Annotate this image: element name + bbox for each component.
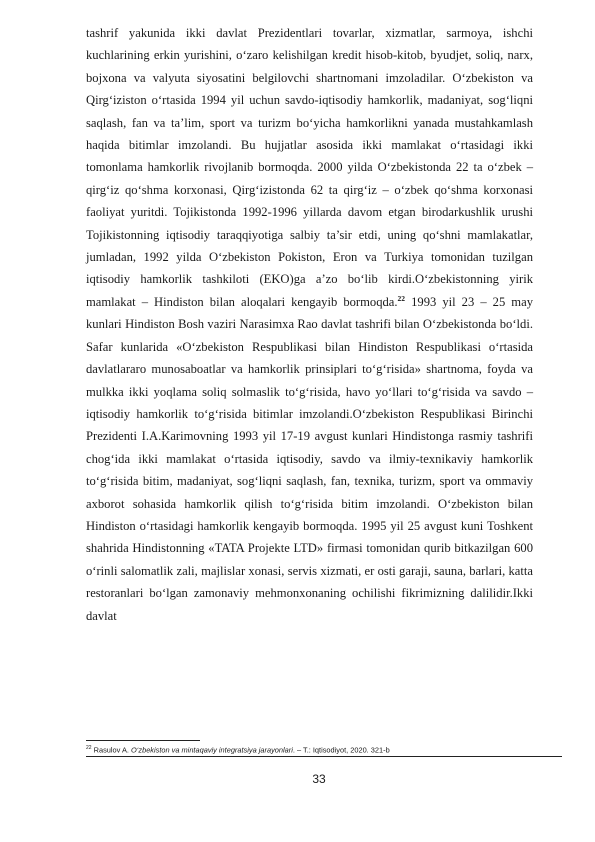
footnote-source: . – T.: Iqtisodiyot, 2020. 321-b [292, 745, 390, 755]
footnote-reference[interactable]: 22 [397, 293, 406, 303]
paragraph-part-1: tashrif yakunida ikki davlat Prezidentlari tovarlar, xizmatlar, sarmoya, ishchi kuchlarining erkin yurishini, o‘zaro kelishilgan kredit hisob-kitob, byudjet, soliq, narx, bojxona va valyuta siyosatini belgilovchi shartnomani imzoladilar. O‘zbekiston va Qirg‘iziston o‘rtasida 1994 yil uchun savdo-iqtisodiy hamkorlik, madaniyat, sog‘liqni saqlash, fan va ta’lim, sport va turizm bo‘yicha hamkorlikni yanada mustahkamlash haqida bitimlar imzolandi. Bu hujjatlar asosida ikki mamlakat o‘rtasidagi ikki tomonlama hamkorlik rivojlanib bormoqda. 2000 yilda O‘zbekistonda 22 ta o‘zbek – qirg‘iz qo‘shma korxonasi, Qirg‘izistonda 62 ta qirg‘iz – o‘zbek qo‘shma korxonasi faoliyat yuritdi. Tojikistonda 1992-1996 yillarda davom etgan birodarkushlik urushi Tojikistonning iqtisodiy taraqqiyotiga salbiy ta’sir etdi, uning qo‘shni mamlakatlar, jumladan, 1992 yilda O‘zbekiston Pokiston, Eron va Turkiya tomonidan tuzilgan iqtisodiy hamkorlik tashkiloti (EKO)ga a’zo bo‘lib kirdi.O‘zbekistonning yirik mamlakat – Hindiston bilan aloqalari kengayib bormoqda. [86, 26, 533, 309]
footnote-number: 22 [86, 745, 92, 751]
footnote-separator [86, 740, 200, 741]
footnote [86, 743, 556, 755]
body-paragraph [86, 22, 533, 627]
page-number: 33 [312, 772, 326, 786]
paragraph-part-2: 1993 yil 23 – 25 may kunlari Hindiston Bosh vaziri Narasimxa Rao davlat tashrifi bilan O‘zbekistonda bo‘ldi. Safar kunlarida «O‘zbekiston Respublikasi bilan Hindiston Respublikasi o‘rtasida davlatlararo munosaboatlar va hamkorlik prinsiplari to‘g‘risida» shartnoma, foyda va mulkka ikki yoqlama soliq solmaslik to‘g‘risida, havo yo‘llari to‘g‘risida va savdo – iqtisodiy hamkorlik to‘g‘risida bitimlar imzolandi.O‘zbekiston Respublikasi Birinchi Prezidenti I.A.Karimovning 1993 yil 17-19 avgust kunlari Hindistonga rasmiy tashrifi chog‘ida ikki mamlakat o‘rtasida iqtisodiy, savdo va ilmiy-texnikaviy hamkorlik to‘g‘risida bitim, madaniyat, sog‘liqni saqlash, fan, texnika, turizm, sport va ommaviy axborot sohasida hamkorlik qilish to‘g‘risida bitim imzolandi. O‘zbekiston bilan Hindiston o‘rtasidagi hamkorlik kengayib bormoqda. 1995 yil 25 avgust kuni Toshkent shahrida Hindistonning «TATA Projekte LTD» firmasi tomonidan qurib bitkazilgan 600 o‘rinli salomatlik zali, majlislar xonasi, servis xizmati, er osti garaji, sauna, barlari, katta restoranlari bo‘lgan zamonaviy mehmonxonaning ochilishi fikrimizning dalilidir.Ikki davlat [86, 294, 533, 623]
footnote-title: O‘zbekiston va mintaqaviy integratsiya jarayonlari [131, 745, 293, 755]
footnote-author: Rasulov A. [91, 745, 131, 755]
footnote-underline [86, 756, 562, 757]
